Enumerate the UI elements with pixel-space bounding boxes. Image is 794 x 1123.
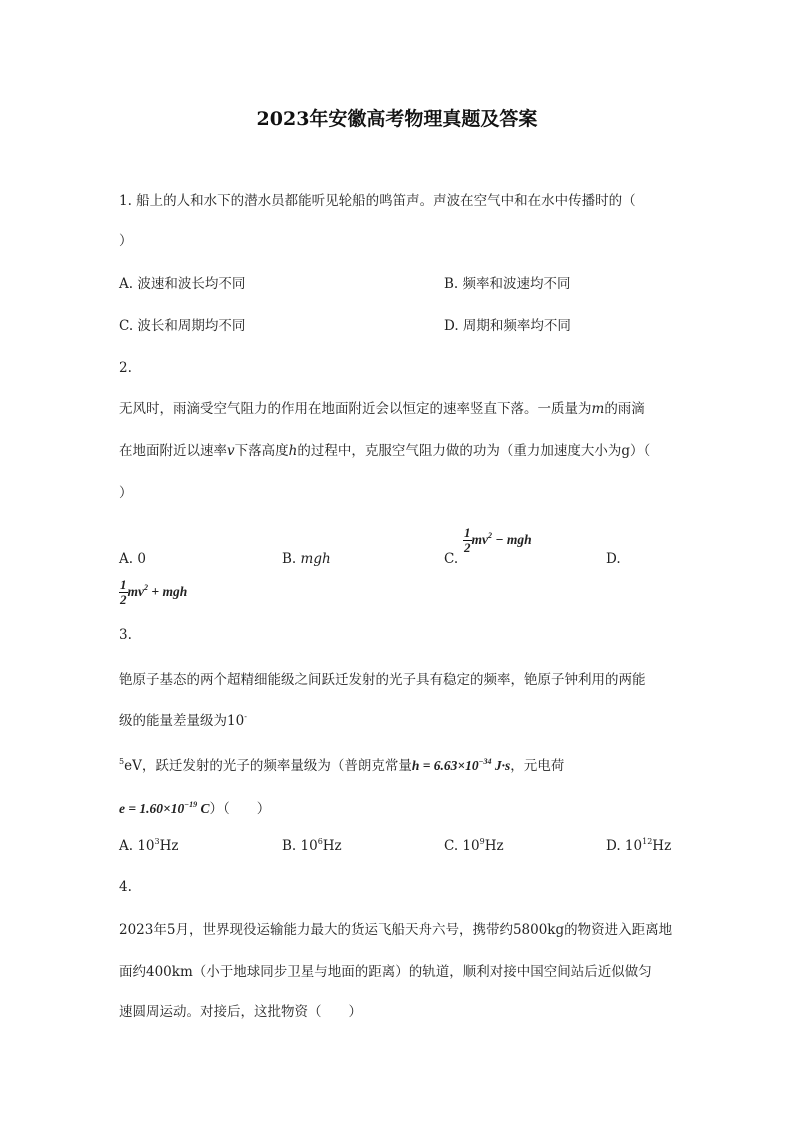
q3-option-c: C. $10^9Hz$: [444, 837, 504, 854]
page-title: 2023年安徽高考物理真题及答案: [256, 108, 538, 130]
q3-number: 3.: [119, 627, 132, 643]
q2-option-d-formula: $\frac{1}{2}$ $mv^2$ + mgh: [120, 577, 188, 607]
q2-option-a: A. 0: [119, 551, 146, 567]
q2-close: ）: [119, 485, 133, 501]
q2-number: 2.: [119, 360, 132, 376]
q2-option-c-formula: $\frac{1}{2}$ $mv^2$ − mgh: [464, 525, 532, 555]
q4-line3: 速圆周运动。对接后，这批物资（ ）: [119, 1004, 362, 1020]
q2-option-c-label: C.: [444, 551, 459, 567]
q2-option-b: B. mgh: [282, 551, 331, 567]
q4-line1: 2023年5月，世界现役运输能力最大的货运飞船天舟六号，携带约5800kg的物资进入距离地: [119, 922, 673, 938]
q1-close: ）: [119, 233, 133, 249]
q1-option-a: A. 波速和波长均不同: [119, 276, 246, 292]
q3-line3: $^5$eV，跃迁发射的光子的频率量级为（普朗克常量$h = 6.63\times 10^{-34}$ J·s，元电荷: [119, 757, 565, 774]
q1-option-b: B. 频率和波速均不同: [444, 276, 571, 292]
q4-line2: 面约400km（小于地球同步卫星与地面的距离）的轨道，顺利对接中国空间站后近似做匀: [119, 964, 652, 980]
q3-option-d: D. $10^{12}Hz$: [606, 837, 672, 854]
q1-option-d: D. 周期和频率均不同: [444, 318, 571, 334]
q1-stem: 1. 船上的人和水下的潜水员都能听见轮船的鸣笛声。声波在空气中和在水中传播时的（: [119, 193, 636, 209]
q4-number: 4.: [119, 879, 132, 895]
q2-line2: 在地面附近以速率v下落高度h的过程中，克服空气阻力做的功为（重力加速度大小为g）（: [119, 443, 651, 459]
q2-line1: 无风时，雨滴受空气阻力的作用在地面附近会以恒定的速率竖直下落。一质量为m的雨滴: [119, 401, 645, 417]
q3-option-a: A. $10^3Hz$: [119, 837, 179, 854]
q3-option-b: B. $10^6Hz$: [282, 837, 342, 854]
q3-line4: $e = 1.60\times 10^{-19}$ C）（ ）: [119, 800, 271, 817]
q2-option-d-label: D.: [606, 551, 621, 567]
q3-line2: 级的能量差量级为10-: [119, 712, 247, 729]
q1-option-c: C. 波长和周期均不同: [119, 318, 246, 334]
q3-line1: 铯原子基态的两个超精细能级之间跃迁发射的光子具有稳定的频率，铯原子钟利用的两能: [119, 672, 646, 688]
